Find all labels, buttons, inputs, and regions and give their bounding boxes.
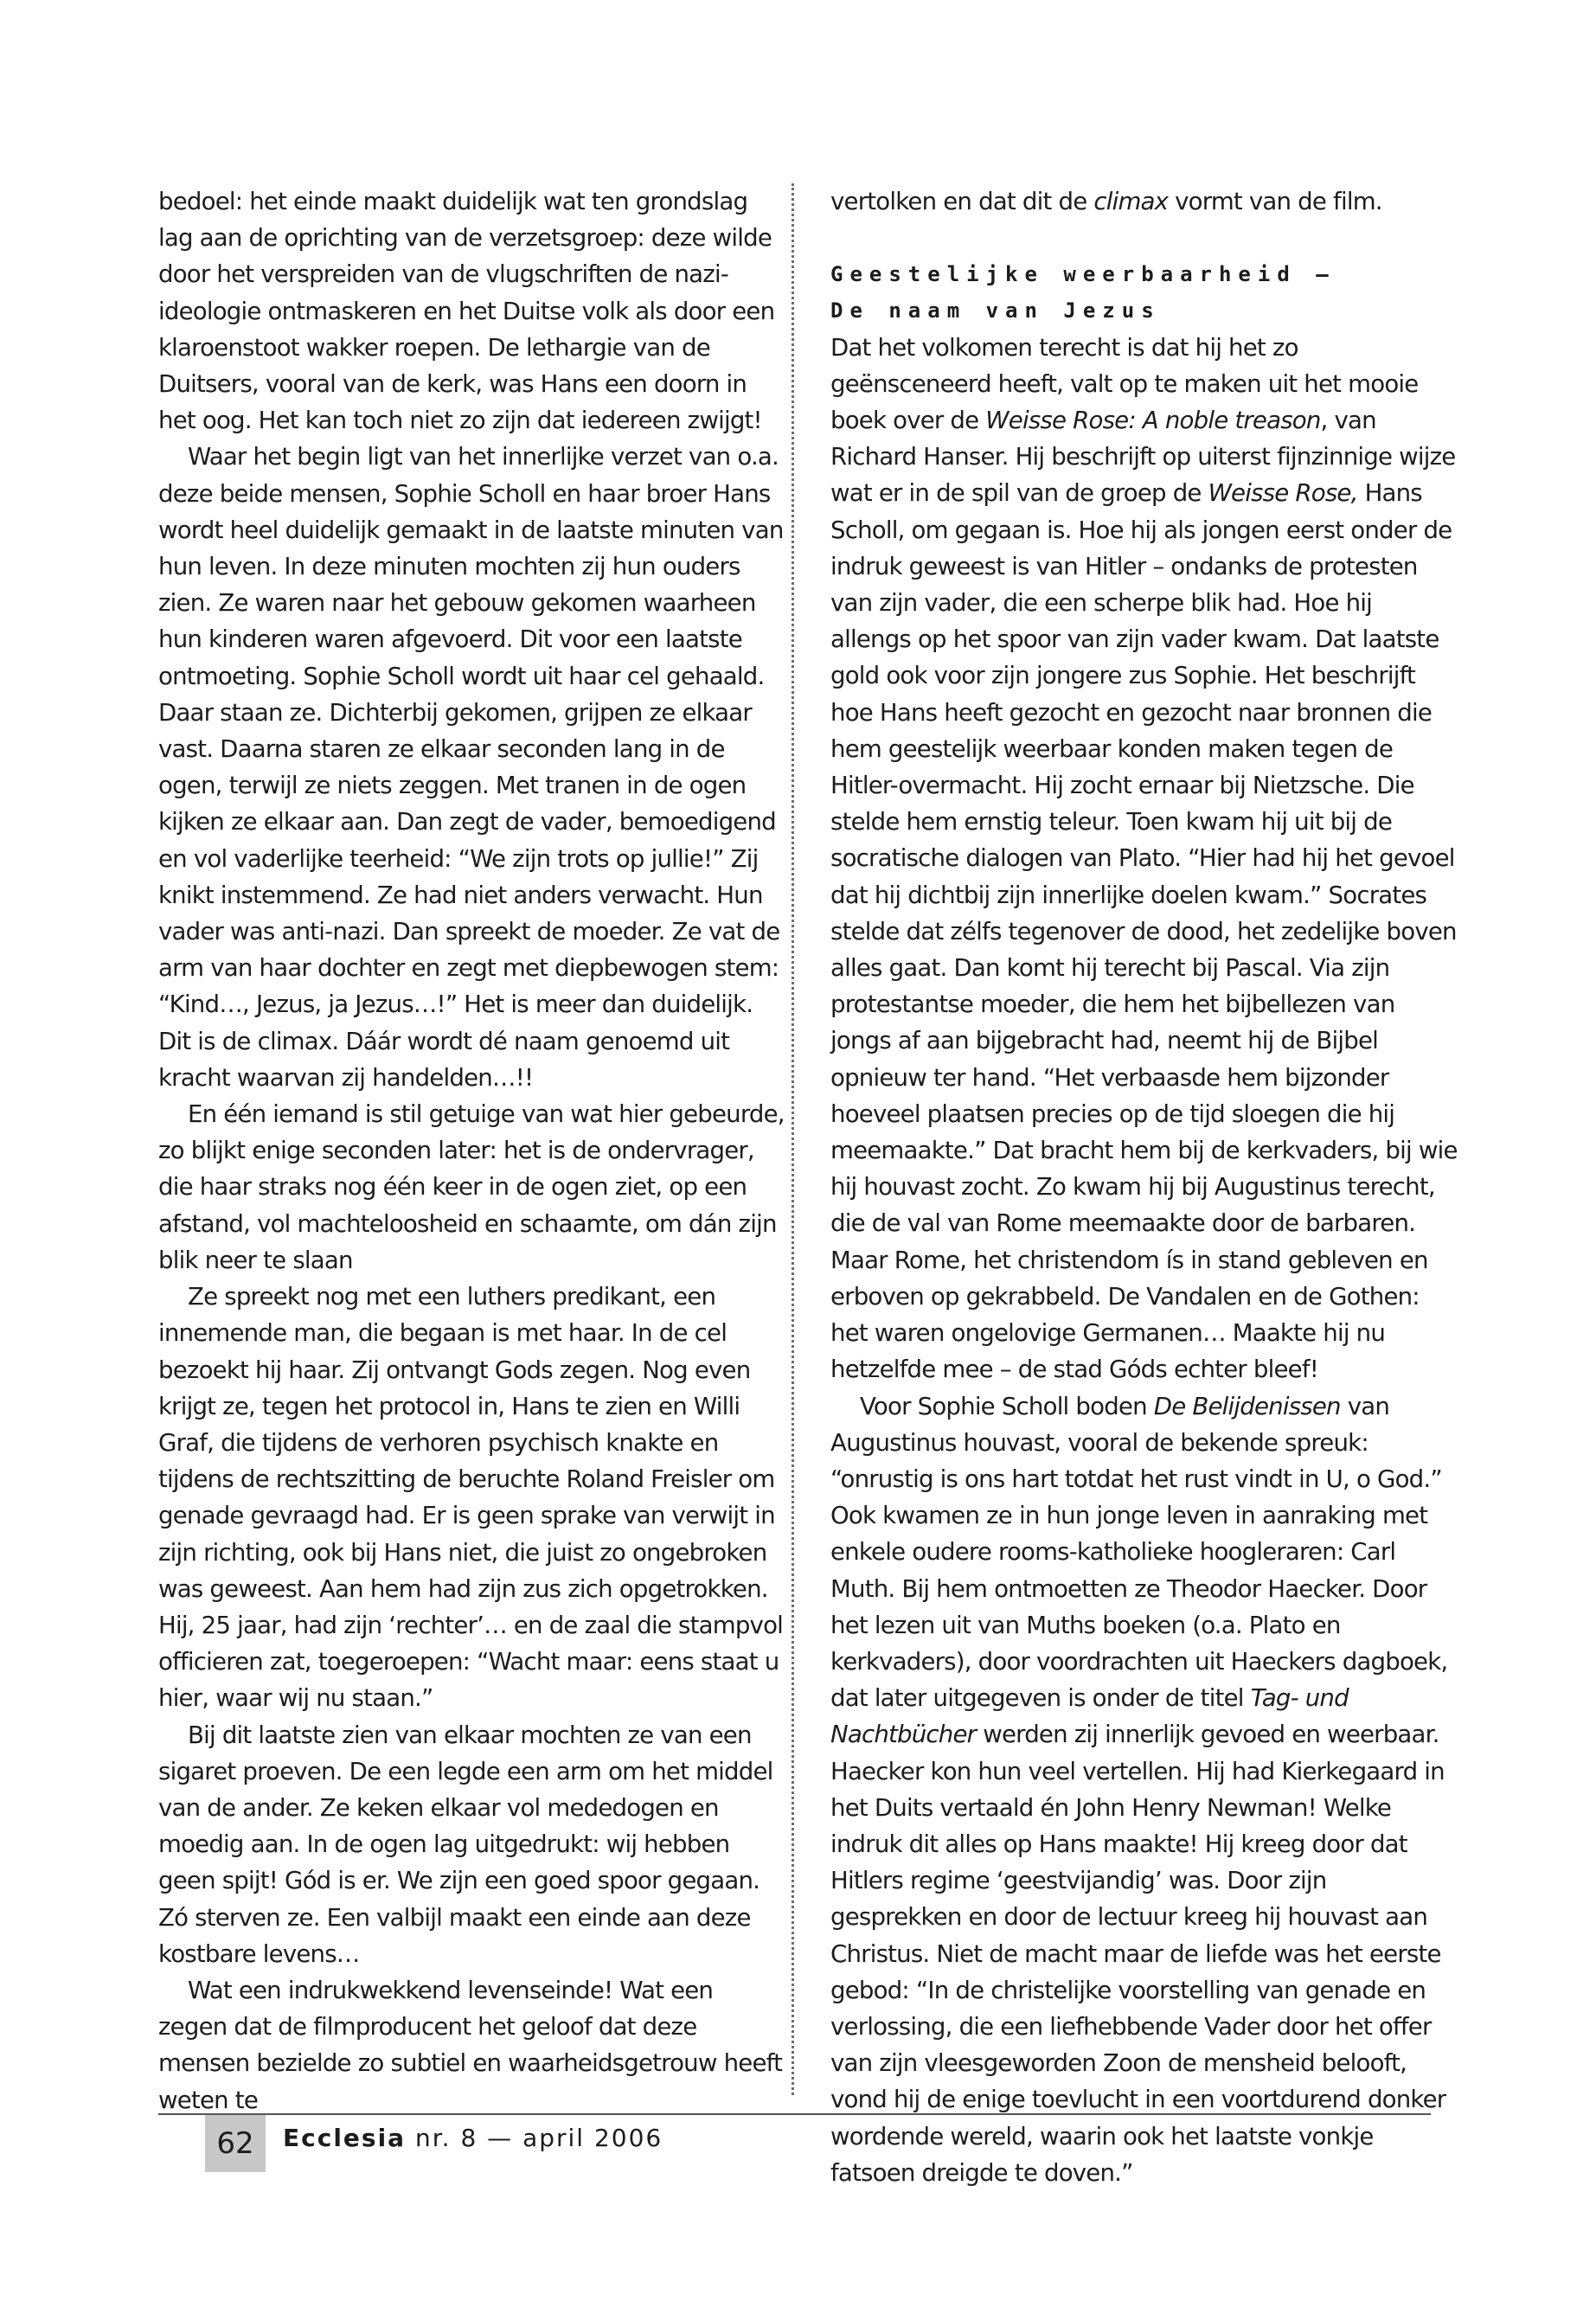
paragraph: Ze spreekt nog met een luthers predikant, een innemende man, die begaan is met haar. In de cel bezoekt hij haar. Zij ontvangt Gods zegen. Nog even krijgt ze, tegen het protocol in, Hans te zien en Willi Graf, die tijdens de verhoren psychisch knakte en tijdens de rechtszitting de beruchte Roland Freisler om genade gevraagd had. Er is geen sprake van verwijt in zijn richting, ook bij Hans niet, die juist zo ongebroken was geweest. Aan hem had zijn zus zich opgetrokken. Hij, 25 jaar, had zijn ‘rechter’… en de zaal die stampvol officieren zat, toegeroepen: “Wacht maar: eens staat u hier, waar wij nu staan.” xyxy=(158,1282,784,1713)
section-heading: Geestelijke weerbaarheid — xyxy=(830,262,1336,287)
paragraph: Waar het begin ligt van het innerlijke verzet van o.a. deze beide mensen, Sophie Scholl en haar broer Hans wordt heel duidelijk gemaakt in de laatste minuten van hun leven. In deze minuten mochten zij hun ouders zien. Ze waren naar het gebouw gekomen waarheen hun kinderen waren afgevoerd. Dit voor een laatste ontmoeting. Sophie Scholl wordt uit haar cel gehaald. Daar staan ze. Dichterbij gekomen, grijpen ze elkaar vast. Daarna staren ze elkaar seconden lang in de ogen, terwijl ze niets zeggen. Met tranen in de ogen kijken ze elkaar aan. Dan zegt de vader, bemoedigend en vol vaderlijke teerheid: “We zijn trots op jullie!” Zij knikt instemmend. Ze had niet anders verwacht. Hun vader was anti-nazi. Dan spreekt de moeder. Ze vat de arm van haar dochter en zegt met diepbewogen stem: “Kind…, Jezus, ja Jezus…!” Het is meer dan duidelijk. Dit is de climax. Dáár wordt dé naam genoemd uit kracht waarvan zij handelden…!! xyxy=(158,442,784,1092)
right-column xyxy=(830,183,1458,2191)
footer-rule xyxy=(158,2113,1431,2115)
footer-publication xyxy=(283,2124,663,2152)
paragraph: Bij dit laatste zien van elkaar mochten ze van een sigaret proeven. De een legde een arm om het middel van de ander. Ze keken elkaar vol mededogen en moedig aan. In de ogen lag uitgedrukt: wij hebben geen spijt! Gód is er. We zijn een goed spoor gegaan. Zó sterven ze. Een valbijl maakt een einde aan deze kostbare levens… xyxy=(158,1720,773,1968)
paragraph: Voor Sophie Scholl boden De Belijdenissen van Augustinus houvast, vooral de bekende spreuk: “onrustig is ons hart totdat het rust vindt in U, o God.” Ook kwamen ze in hun jonge leven in aanraking met enkele oudere rooms-katholieke hoogleraren: Carl Muth. Bij hem ontmoetten ze Theodor Haecker. Door het lezen uit van Muths boeken (o.a. Plato en kerkvaders), door voordrachten uit Haeckers dagboek, dat later uitgegeven is onder de titel Tag- und Nachtbücher werden zij innerlijk gevoed en weerbaar. Haecker kon hun veel vertellen. Hij had Kierkegaard in het Duits vertaald én John Henry Newman! Welke indruk dit alles op Hans maakte! Hij kreeg door dat Hitlers regime ‘geestvijandig’ was. Door zijn gesprekken en door de lectuur kreeg hij houvast aan Christus. Niet de macht maar de liefde was het eerste gebod: “In de christelijke voorstelling van genade en verlossing, die een liefhebbende Vader door het offer van zijn vleesgeworden Zoon de mensheid belooft, vond hij de enige toevlucht in een voortdurend donker wordende wereld, waarin ook het laatste vonkje fatsoen dreigde te doven.” xyxy=(830,1391,1448,2187)
issue-info: nr. 8 — april 2006 xyxy=(406,2124,663,2152)
paragraph: En één iemand is stil getuige van wat hier gebeurde, zo blijkt enige seconden later: het is de ondervrager, die haar straks nog één keer in de ogen ziet, op een afstand, vol machteloosheid en schaamte, om dán zijn blik neer te slaan xyxy=(158,1099,785,1274)
left-column xyxy=(158,183,785,2118)
paragraph: Dat het volkomen terecht is dat hij het zo geënsceneerd heeft, valt op te maken uit het mooie boek over de Weisse Rose: A noble treason, van Richard Hanser. Hij beschrijft op uiterst fijnzinnige wijze wat er in de spil van de groep de Weisse Rose, Hans Scholl, om gegaan is. Hoe hij als jongen eerst onder de indruk geweest is van Hitler – ondanks de protesten van zijn vader, die een scherpe blik had. Hoe hij allengs op het spoor van zijn vader kwam. Dat laatste gold ook voor zijn jongere zus Sophie. Het beschrijft hoe Hans heeft gezocht en gezocht naar bronnen die hem geestelijk weerbaar konden maken tegen de Hitler-overmacht. Hij zocht ernaar bij Nietzsche. Die stelde hem ernstig teleur. Toen kwam hij uit bij de socratische dialogen van Plato. “Hier had hij het gevoel dat hij dichtbij zijn innerlijke doelen kwam.” Socrates stelde dat zélfs tegenover de dood, het zedelijke boven alles gaat. Dan komt hij terecht bij Pascal. Via zijn protestantse moeder, die hem het bijbellezen van jongs af aan bijgebracht had, neemt hij de Bijbel opnieuw ter hand. “Het verbaasde hem bijzonder hoeveel plaatsen precies op de tijd sloegen die hij meemaakte.” Dat bracht hem bij de kerkvaders, bij wie hij houvast zocht. Zo kwam hij bij Augustinus terecht, die de val van Rome meemaakte door de barbaren. Maar Rome, het christendom ís in stand gebleven en erboven op gekrabbeld. De Vandalen en de Gothen: het waren ongelovige Germanen… Maakte hij nu hetzelfde mee – de stad Góds echter bleef! xyxy=(830,332,1458,1384)
paragraph: bedoel: het einde maakt duidelijk wat ten grondslag lag aan de oprichting van de verzetsgroep: deze wilde door het verspreiden van de vlugschriften de nazi-ideologie ontmaskeren en het Duitse volk als door een klaroenstoot wakker roepen. De lethargie van de Duitsers, vooral van de kerk, was Hans een doorn in het oog. Het kan toch niet zo zijn dat iedereen zwijgt! xyxy=(158,187,775,435)
paragraph: Wat een indrukwekkend levenseinde! Wat een zegen dat de filmproducent het geloof dat deze mensen bezielde zo subtiel en waarheidsgetrouw heeft weten te xyxy=(158,1975,783,2114)
column-separator xyxy=(792,183,794,2095)
paragraph: vertolken en dat dit de climax vormt van de film. xyxy=(830,187,1382,215)
page-number: 62 xyxy=(205,2115,266,2172)
section-subheading: De naam van Jezus xyxy=(830,298,1161,324)
magazine-name: Ecclesia xyxy=(283,2124,407,2152)
